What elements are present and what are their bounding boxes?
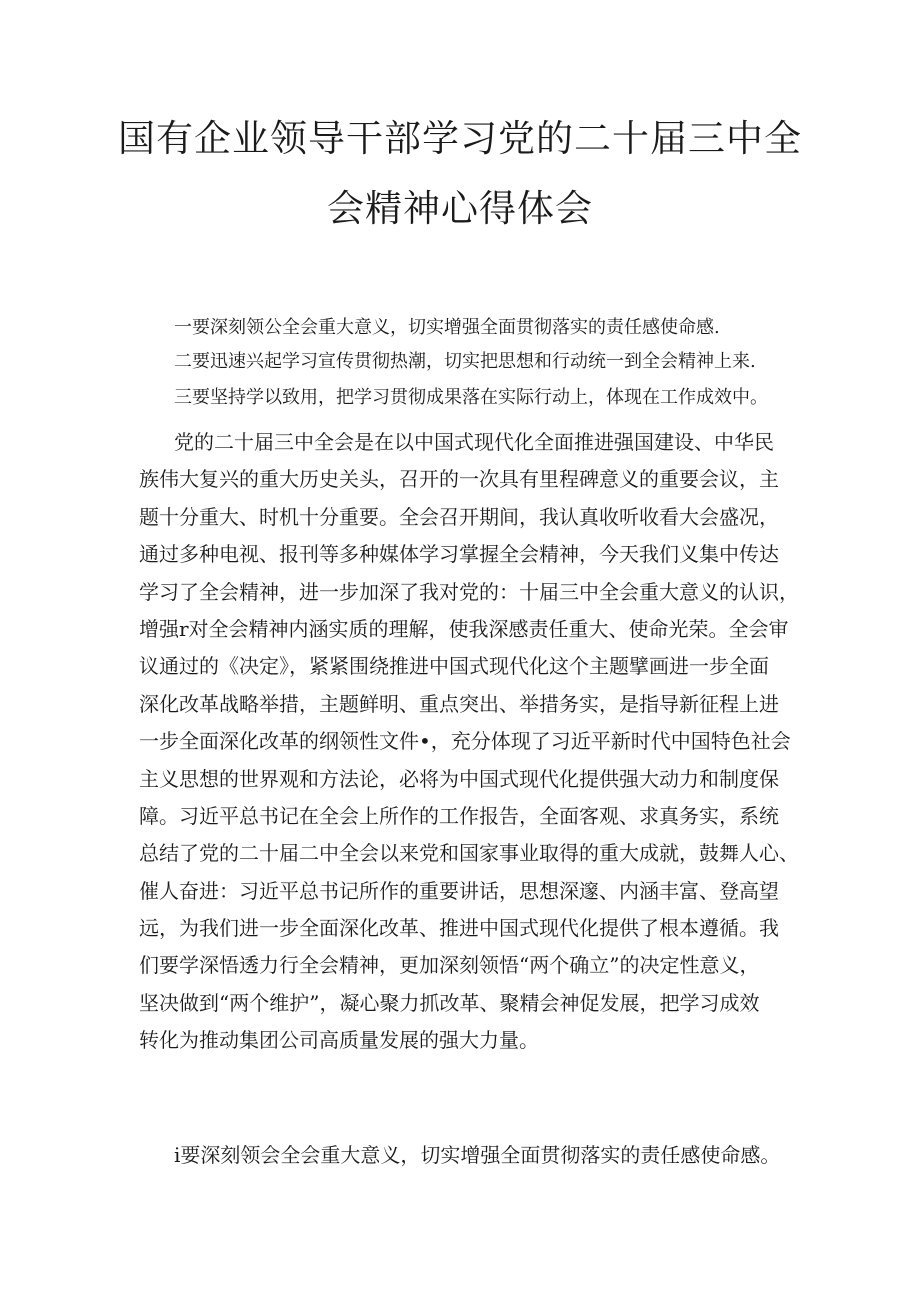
body-line: 族伟大复兴的重大历史关头，召开的一次具有里程碑意义的重要会议，主 bbox=[139, 467, 779, 492]
body-line: 催人奋进：习近平总书记所作的重要讲话，思想深邃、内涵丰富、登高望 bbox=[139, 878, 779, 903]
body-line: 转化为推动集团公司高质量发展的强大力量。 bbox=[139, 1028, 539, 1053]
closing-point: i要深刻领会全会重大意义，切实增强全面贯彻落实的责任感使命感。 bbox=[174, 1143, 781, 1167]
body-line: 通过多种电视、报刊等多种媒体学习掌握全会精神，今天我们义集中传达 bbox=[139, 542, 779, 567]
body-paragraph bbox=[139, 424, 799, 1060]
body-line: 远，为我们进一步全面深化改革、推进中国式现代化提供了根本遵循。我 bbox=[139, 916, 779, 941]
body-line: 主义思想的世界观和方法论，必将为中国式现代化提供强大动力和制度保 bbox=[139, 766, 779, 791]
summary-point-2: 二要迅速兴起学习宣传贯彻热潮，切实把思想和行动统一到全会精神上来. bbox=[174, 351, 756, 372]
body-line: 一步全面深化改革的纲领性文件•，充分体现了习近平新时代中国特色社会 bbox=[139, 729, 791, 754]
body-line: 党的二十届三中全会是在以中国式现代化全面推进强国建设、中华民 bbox=[174, 430, 774, 454]
body-line: 障。习近平总书记在全会上所作的工作报告，全面客观、求真务实，系统 bbox=[139, 803, 779, 828]
body-line: 题十分重大、时机十分重要。全会召开期间，我认真收听收看大会盛况， bbox=[139, 504, 779, 529]
summary-point-3: 三要坚持学以致用，把学习贯彻成果落在实际行动上，体现在工作成效中。 bbox=[174, 387, 768, 408]
body-line: 深化改革战略举措，主题鲜明、重点突出、举措务实，是指导新征程上进 bbox=[139, 691, 779, 716]
document-title-line-2: 会精神心得体会 bbox=[327, 187, 593, 230]
body-line: 增强r对全会精神内涵实质的理解，使我深感责任重大、使命光荣。全会审 bbox=[139, 616, 789, 641]
body-line: 总结了党的二十届二中全会以来党和国家事业取得的重大成就，鼓舞人心、 bbox=[139, 841, 799, 866]
body-line: 们要学深悟透力行全会精神，更加深刻领悟“两个确立”的决定性意义， bbox=[139, 953, 760, 978]
body-line: 学习了全会精神，进一步加深了我对党的：十届三中全会重大意义的认识， bbox=[139, 579, 799, 604]
document-title-line-1: 国有企业领导干部学习党的二十届三中全 bbox=[118, 117, 802, 160]
body-line: 议通过的《决定》，紧紧围绕推进中国式现代化这个主题擘画进一步全面 bbox=[139, 654, 769, 679]
summary-point-1: 一要深刻领公全会重大意义，切实增强全面贯彻落实的责任感使命感. bbox=[174, 317, 720, 338]
body-line: 坚决做到“两个维护”，凝心聚力抓改革、聚精会神促发展，把学习成效 bbox=[139, 990, 760, 1015]
